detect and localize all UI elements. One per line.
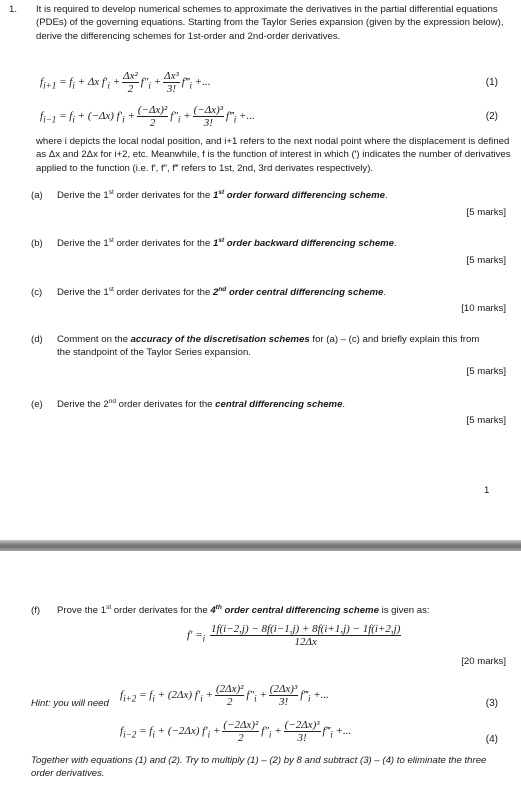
equation-2-number: (2) <box>485 111 498 122</box>
page-separator <box>0 540 521 551</box>
part-a-label: (a) <box>31 190 43 201</box>
equation-2: $f_{i-1} = f_i + (-\Delta x) f'_i$ + $\frac{\text{(−Δx)²}}{2}$ $f''_i$ + $\frac{\text{(−Δx)³}}{3!}$ $f‴_i$ +... <box>40 104 255 130</box>
part-b-marks: [5 marks] <box>466 255 506 266</box>
part-d-label: (d) <box>31 334 43 345</box>
part-d-marks: [5 marks] <box>466 366 506 377</box>
equation-4: $f_{i-2} = f_i + (-2\Delta x) f'_i$ + $\frac{\text{(−2Δx)²}}{2}$ $f''_i$ + $\frac{\text{(−2Δx)³}}{3!}$ $f‴_i$ +... <box>120 719 352 745</box>
equation-1-number: (1) <box>485 77 498 88</box>
part-a-marks: [5 marks] <box>466 207 506 218</box>
equation-3: $f_{i+2} = f_i + (2\Delta x) f'_i$ + $\frac{\text{(2Δx)²}}{2}$ $f''_i$ + $\frac{\text{(2Δx)³}}{3!}$ $f‴_i$ +... <box>120 683 329 709</box>
page-number: 1 <box>484 485 490 496</box>
part-f-label: (f) <box>31 605 41 616</box>
equation-4-number: (4) <box>485 734 498 745</box>
equation-3-number: (3) <box>485 698 498 709</box>
part-e-text: Derive the 2nd order derivates for the central differencing scheme. <box>57 397 346 410</box>
question-intro: It is required to develop numerical schemes to approximate the derivatives in the partial differential equations (PDEs) of the governing equations. Starting from the Taylor Series expansion (given by the expression below), derive the differencing schemes for 1st-order and 2nd-order derivatives. <box>36 4 504 42</box>
part-a-text: Derive the 1st order derivates for the 1st order forward differencing scheme. <box>57 188 388 201</box>
part-d-text: Comment on the accuracy of the discretisation schemes for (a) – (c) and briefly explain this from the standpoint of the Taylor Series expansion. <box>57 334 480 359</box>
part-f-formula: $f' =_i$ $\frac{1f(i-2,j) - 8f(i-1,j) + 8f(i+1,j) - 1f(i+2,j)}{12\Delta x}$ <box>187 623 401 649</box>
question-number: 1. <box>9 4 18 15</box>
equation-1: $f_{i+1} = f_i + \Delta x$ $f'_i$ + $\frac{\text{Δx²}}{2}$ $f''_i$ + $\frac{\text{Δx³}}{3!}$ $f‴_i$ +... <box>40 70 211 96</box>
hint-together-text: Together with equations (1) and (2). Try to multiply (1) – (2) by 8 and subtract (3) – (4) to eliminate the three order derivatives. <box>31 755 487 780</box>
part-c-marks: [10 marks] <box>461 303 506 314</box>
where-paragraph: where i depicts the local nodal position, and i+1 refers to the next nodal point where the displacement is defined as Δx and 2Δx for i+2, etc. Meanwhile, f is the function of interest in which (′) indicates the number of derivatives applied to the function (i.e. f′, f″, f‴ refers to 1st, 2nd, 3rd derivates respectively). <box>36 136 511 174</box>
part-f-text: Prove the 1st order derivates for the 4th order central differencing scheme is given as: <box>57 603 430 616</box>
part-b-text: Derive the 1st order derivates for the 1st order backward differencing scheme. <box>57 236 397 249</box>
hint-label: Hint: you will need <box>31 698 109 709</box>
part-e-marks: [5 marks] <box>466 415 506 426</box>
part-c-label: (c) <box>31 287 43 298</box>
part-b-label: (b) <box>31 238 43 249</box>
part-e-label: (e) <box>31 399 43 410</box>
part-f-marks: [20 marks] <box>461 656 506 667</box>
part-c-text: Derive the 1st order derivates for the 2nd order central differencing scheme. <box>57 285 387 298</box>
